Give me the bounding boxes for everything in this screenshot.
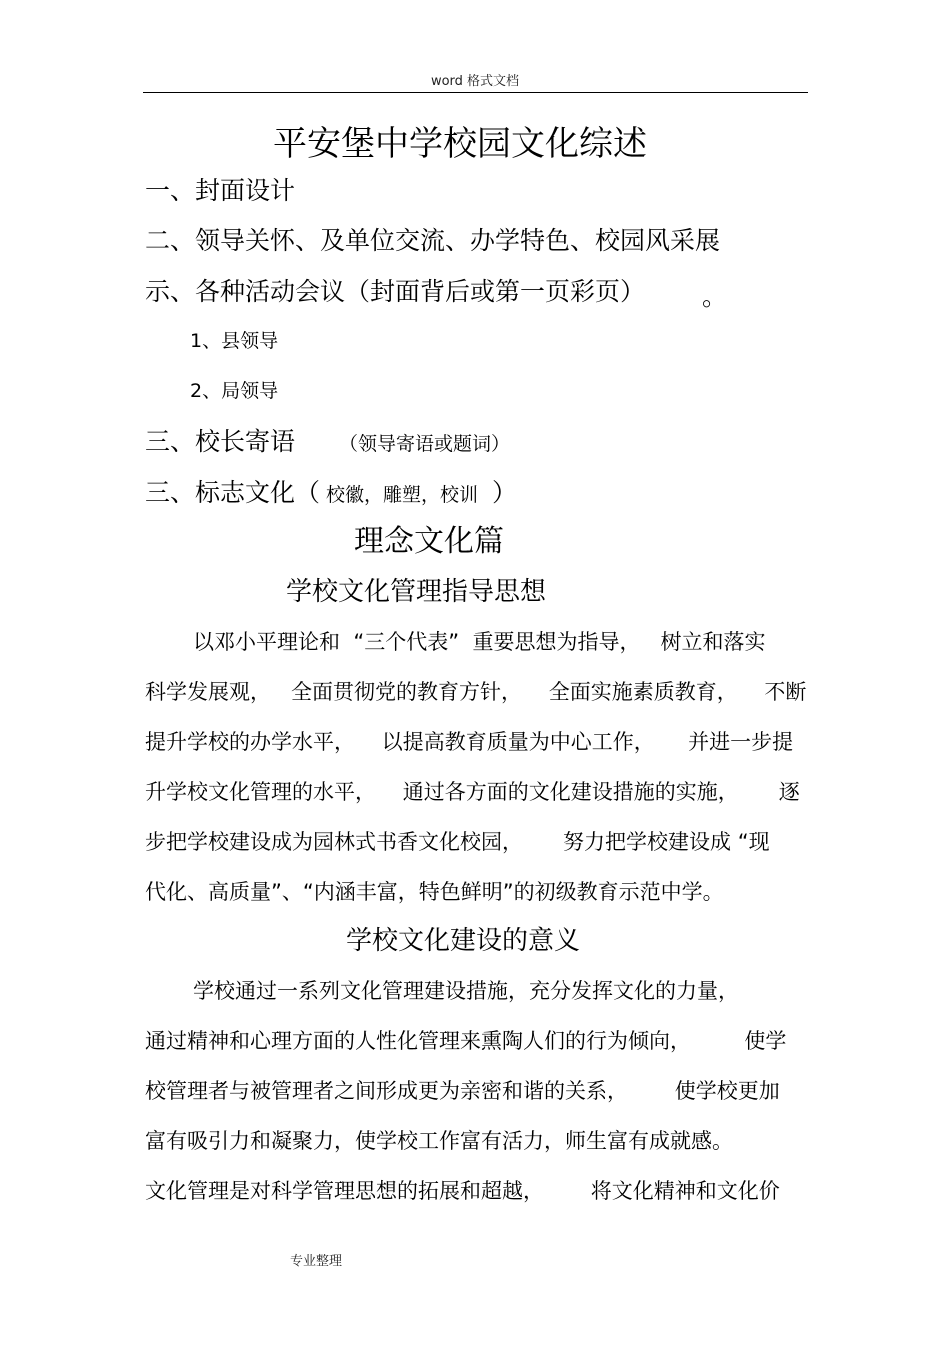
header-divider <box>143 92 808 93</box>
guide-line-5: 步把学校建设成为园林式书香文化校园， 努力把学校建设成 “现 <box>145 830 770 854</box>
outline-item-4-close: ） <box>492 478 518 507</box>
meaning-line-3: 校管理者与被管理者之间形成更为亲密和谐的关系， 使学校更加 <box>145 1079 780 1103</box>
outline-item-3 <box>145 425 510 461</box>
outline-item-2-line-2: 示、各种活动会议（封面背后或第一页彩页） <box>145 277 646 306</box>
outline-item-4-label: 三、标志文化（ <box>145 478 321 507</box>
page-footer: 专业整理 <box>290 1254 343 1269</box>
guide-line-3: 提升学校的办学水平， 以提高教育质量为中心工作， 并进一步提 <box>145 730 794 754</box>
outline-item-4 <box>145 476 517 512</box>
meaning-heading: 学校文化建设的意义 <box>346 926 581 956</box>
outline-item-1: 一、封面设计 <box>145 176 296 205</box>
section-title: 理念文化篇 <box>354 524 504 559</box>
outline-item-4-note: 校徽，雕塑，校训 <box>326 484 479 506</box>
outline-item-3-note: （领导寄语或题词） <box>339 433 511 455</box>
guide-line-2: 科学发展观， 全面贯彻党的教育方针， 全面实施素质教育， 不断 <box>145 680 807 704</box>
meaning-line-5: 文化管理是对科学管理思想的拓展和超越， 将文化精神和文化价 <box>145 1179 780 1203</box>
outline-item-2-line-1: 二、领导关怀、及单位交流、办学特色、校园风采展 <box>145 226 721 255</box>
outline-subitem-2: 2、局领导 <box>190 380 279 402</box>
guide-line-4: 升学校文化管理的水平， 通过各方面的文化建设措施的实施， 逐 <box>145 780 800 804</box>
document-title: 平安堡中学校园文化综述 <box>273 124 647 164</box>
guide-heading: 学校文化管理指导思想 <box>286 577 547 607</box>
page-header: word 格式文档 <box>430 74 520 89</box>
guide-line-1: 以邓小平理论和 “三个代表” 重要思想为指导， 树立和落实 <box>193 630 766 654</box>
meaning-line-1: 学校通过一系列文化管理建设措施，充分发挥文化的力量， <box>193 979 739 1003</box>
outline-subitem-1: 1、县领导 <box>190 330 279 352</box>
meaning-line-2: 通过精神和心理方面的人性化管理来熏陶人们的行为倾向， 使学 <box>145 1029 787 1053</box>
meaning-line-4: 富有吸引力和凝聚力，使学校工作富有活力，师生富有成就感。 <box>145 1129 733 1153</box>
outline-item-2-period: 。 <box>702 282 728 311</box>
outline-item-3-label: 三、校长寄语 <box>145 427 296 456</box>
guide-line-6: 代化、高质量”、“内涵丰富，特色鲜明”的初级教育示范中学。 <box>145 880 724 904</box>
